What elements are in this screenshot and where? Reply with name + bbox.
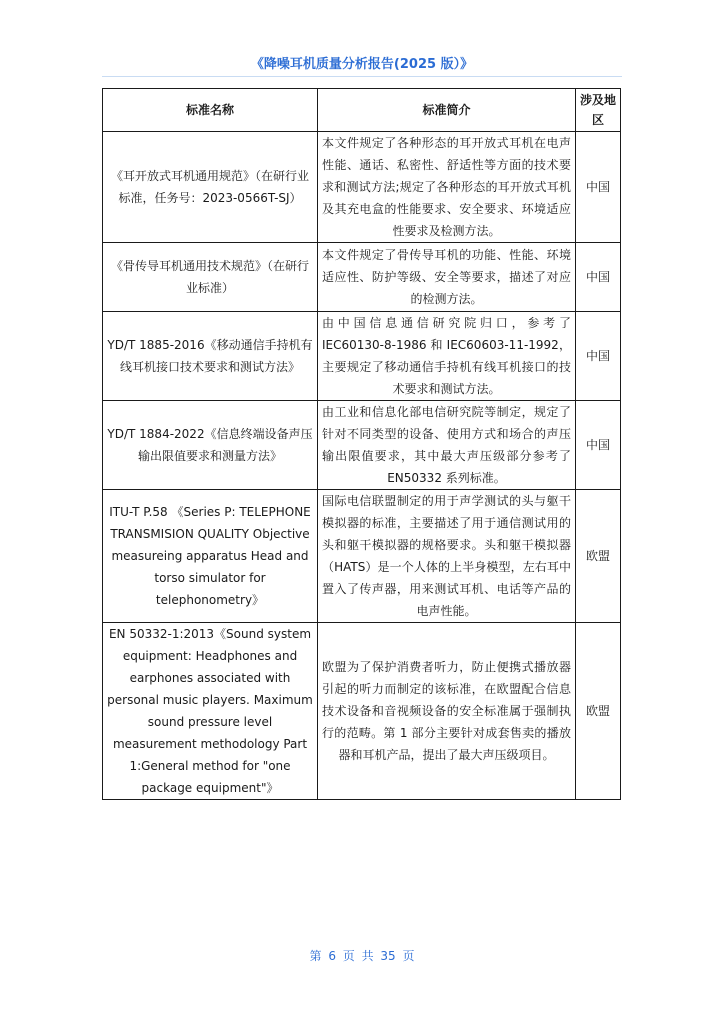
standard-name-cell: YD/T 1884-2022《信息终端设备声压输出限值要求和测量方法》	[103, 401, 318, 490]
header-divider	[102, 76, 622, 77]
table-row	[103, 490, 621, 623]
standard-name-cell: 《骨传导耳机通用技术规范》（在研行业标准）	[103, 243, 318, 312]
region-cell: 中国	[576, 243, 621, 312]
report-title-header: 《降噪耳机质量分析报告(2025 版）》	[250, 57, 474, 72]
standard-name-cell: EN 50332-1:2013《Sound system equipment: Headphones and earphones associated with personal music players. Maximum sound pressure level measurement methodology Part 1:General method for "one package equipment"》	[103, 623, 318, 800]
header-region: 涉及地区	[576, 89, 621, 132]
page-number: 第 6 页 共 35 页	[309, 949, 415, 963]
region-cell: 中国	[576, 312, 621, 401]
region-cell: 中国	[576, 132, 621, 243]
table-row	[103, 401, 621, 490]
table-header-row	[103, 89, 621, 132]
region-cell: 欧盟	[576, 490, 621, 623]
standards-table	[102, 88, 621, 800]
standard-description-cell: 由工业和信息化部电信研究院等制定，规定了针对不同类型的设备、使用方式和场合的声压输出限值要求，其中最大声压级部分参考了 EN50332 系列标准。	[318, 401, 576, 490]
region-cell: 欧盟	[576, 623, 621, 800]
standard-description-cell: 本文件规定了各种形态的耳开放式耳机在电声性能、通话、私密性、舒适性等方面的技术要求和测试方法;规定了各种形态的耳开放式耳机及其充电盒的性能要求、安全要求、环境适应性要求及检测方法。	[318, 132, 576, 243]
header-standard-name: 标准名称	[103, 89, 318, 132]
standard-description-cell: 国际电信联盟制定的用于声学测试的头与躯干模拟器的标准，主要描述了用于通信测试用的头和躯干模拟器的规格要求。头和躯干模拟器（HATS）是一个人体的上半身模型，左右耳中置入了传声器，用来测试耳机、电话等产品的电声性能。	[318, 490, 576, 623]
standard-name-cell: 《耳开放式耳机通用规范》（在研行业标准，任务号：2023-0566T-SJ）	[103, 132, 318, 243]
header-standard-description: 标准简介	[318, 89, 576, 132]
table-row	[103, 623, 621, 800]
standard-description-cell: 本文件规定了骨传导耳机的功能、性能、环境适应性、防护等级、安全等要求，描述了对应的检测方法。	[318, 243, 576, 312]
standard-name-cell: ITU-T P.58 《Series P: TELEPHONE TRANSMISION QUALITY Objective measureing apparatus Head and torso simulator for telephonometry》	[103, 490, 318, 623]
standard-description-cell: 欧盟为了保护消费者听力，防止便携式播放器引起的听力而制定的该标准，在欧盟配合信息技术设备和音视频设备的安全标准属于强制执行的范畴。第 1 部分主要针对成套售卖的播放器和耳机产品，提出了最大声压级项目。	[318, 623, 576, 800]
standard-name-cell: YD/T 1885-2016《移动通信手持机有线耳机接口技术要求和测试方法》	[103, 312, 318, 401]
table-row	[103, 243, 621, 312]
standard-description-cell: 由中国信息通信研究院归口，参考了IEC60130-8-1986 和 IEC60603-11-1992，主要规定了移动通信手持机有线耳机接口的技术要求和测试方法。	[318, 312, 576, 401]
table-row	[103, 132, 621, 243]
table-row	[103, 312, 621, 401]
region-cell: 中国	[576, 401, 621, 490]
